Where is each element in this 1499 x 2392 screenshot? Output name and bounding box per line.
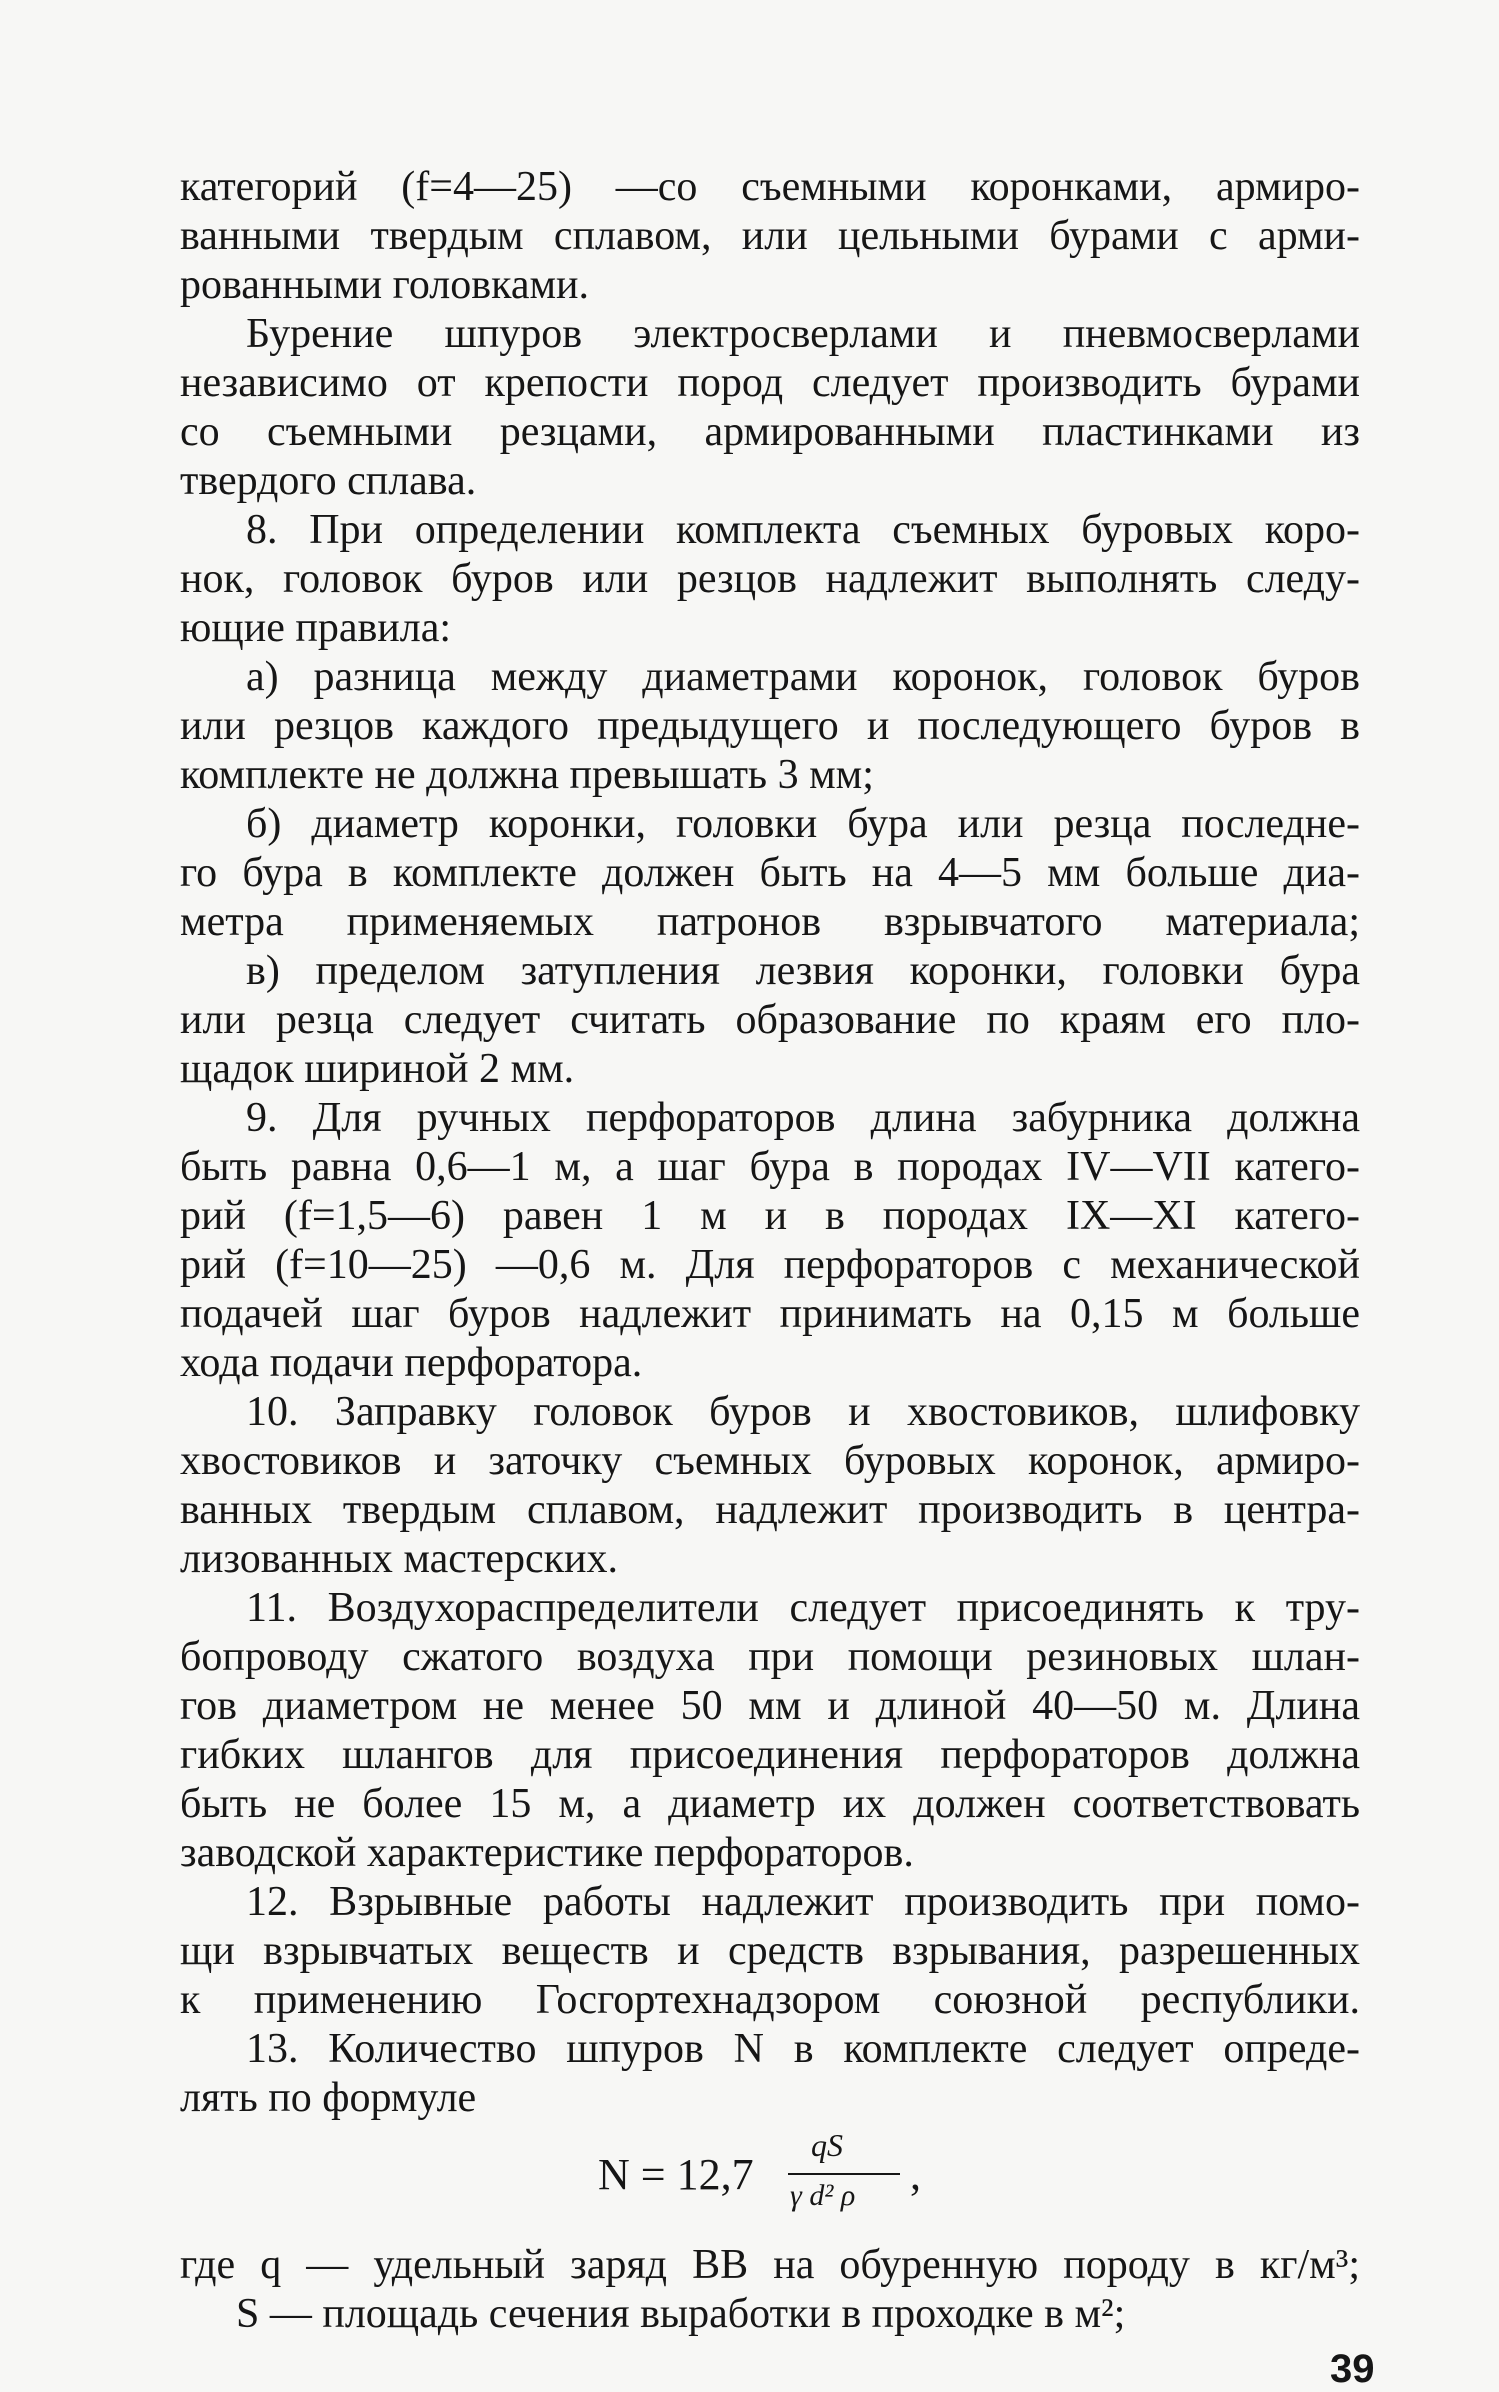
text-line: щи взрывчатых веществ и средств взрывания, разрешенных: [180, 1928, 1360, 1974]
text-line: лизованных мастерских.: [180, 1536, 618, 1582]
formula-fraction-bar: [788, 2173, 900, 2175]
formula-comma: ,: [910, 2150, 921, 2199]
text-line: рованными головками.: [180, 262, 590, 308]
text-line: Бурение шпуров электросверлами и пневмосверлами: [246, 311, 1360, 357]
text-line: го бура в комплекте должен быть на 4—5 мм больше диа-: [180, 850, 1360, 896]
text-line: гов диаметром не менее 50 мм и длиной 40—50 м. Длина: [180, 1683, 1360, 1729]
text-line: или резцов каждого предыдущего и последующего буров в: [180, 703, 1360, 749]
text-line: а) разница между диаметрами коронок, головок буров: [246, 654, 1360, 700]
text-line: метра применяемых патронов взрывчатого материала;: [180, 899, 1360, 945]
text-line: хода подачи перфоратора.: [180, 1340, 643, 1386]
formula-denominator: γ d² ρ: [790, 2179, 856, 2212]
text-line: комплекте не должна превышать 3 мм;: [180, 752, 874, 798]
text-line: S — площадь сечения выработки в проходке в м²;: [236, 2291, 1126, 2337]
text-line: гибких шлангов для присоединения перфораторов должна: [180, 1732, 1360, 1778]
text-line: щадок шириной 2 мм.: [180, 1046, 575, 1092]
text-line: ванных твердым сплавом, надлежит производить в центра-: [180, 1487, 1360, 1533]
text-line: быть не более 15 м, а диаметр их должен соответствовать: [180, 1781, 1360, 1827]
text-line: лять по формуле: [180, 2075, 477, 2121]
text-line: 13. Количество шпуров N в комплекте следует опреде-: [246, 2026, 1360, 2072]
page-number: 39: [1330, 2347, 1375, 2391]
text-line: быть равна 0,6—1 м, а шаг бура в породах IV—VII катего-: [180, 1144, 1360, 1190]
formula-block: [598, 2127, 998, 2237]
text-line: подачей шаг буров надлежит принимать на 0,15 м больше: [180, 1291, 1360, 1337]
text-line: б) диаметр коронки, головки бура или резца последне-: [246, 801, 1360, 847]
text-line: хвостовиков и заточку съемных буровых коронок, армиро-: [180, 1438, 1360, 1484]
text-line: со съемными резцами, армированными пластинками из: [180, 409, 1360, 455]
text-line: 11. Воздухораспределители следует присоединять к тру-: [246, 1585, 1360, 1631]
text-line: категорий (f=4—25) —со съемными коронками, армиро-: [180, 164, 1360, 210]
text-line: 10. Заправку головок буров и хвостовиков, шлифовку: [246, 1389, 1360, 1435]
text-line: заводской характеристике перфораторов.: [180, 1830, 914, 1876]
text-line: или резца следует считать образование по краям его пло-: [180, 997, 1360, 1043]
text-line: 9. Для ручных перфораторов длина забурника должна: [246, 1095, 1360, 1141]
text-line: где q — удельный заряд ВВ на обуренную породу в кг/м³;: [180, 2242, 1360, 2288]
text-line: в) пределом затупления лезвия коронки, головки бура: [246, 948, 1360, 994]
text-line: рий (f=1,5—6) равен 1 м и в породах IX—XI катего-: [180, 1193, 1360, 1239]
text-line: к применению Госгортехнадзором союзной республики.: [180, 1977, 1360, 2023]
text-line: 12. Взрывные работы надлежит производить при помо-: [246, 1879, 1360, 1925]
text-line: ющие правила:: [180, 605, 452, 651]
text-line: рий (f=10—25) —0,6 м. Для перфораторов с механической: [180, 1242, 1360, 1288]
formula-numerator: qS: [811, 2127, 843, 2163]
text-line: ванными твердым сплавом, или цельными бурами с арми-: [180, 213, 1360, 259]
formula-lhs: N = 12,7: [598, 2150, 754, 2199]
text-line: нок, головок буров или резцов надлежит выполнять следу-: [180, 556, 1360, 602]
text-line: твердого сплава.: [180, 458, 477, 504]
text-line: независимо от крепости пород следует производить бурами: [180, 360, 1360, 406]
text-line: 8. При определении комплекта съемных буровых коро-: [246, 507, 1360, 553]
text-line: бопроводу сжатого воздуха при помощи резиновых шлан-: [180, 1634, 1360, 1680]
